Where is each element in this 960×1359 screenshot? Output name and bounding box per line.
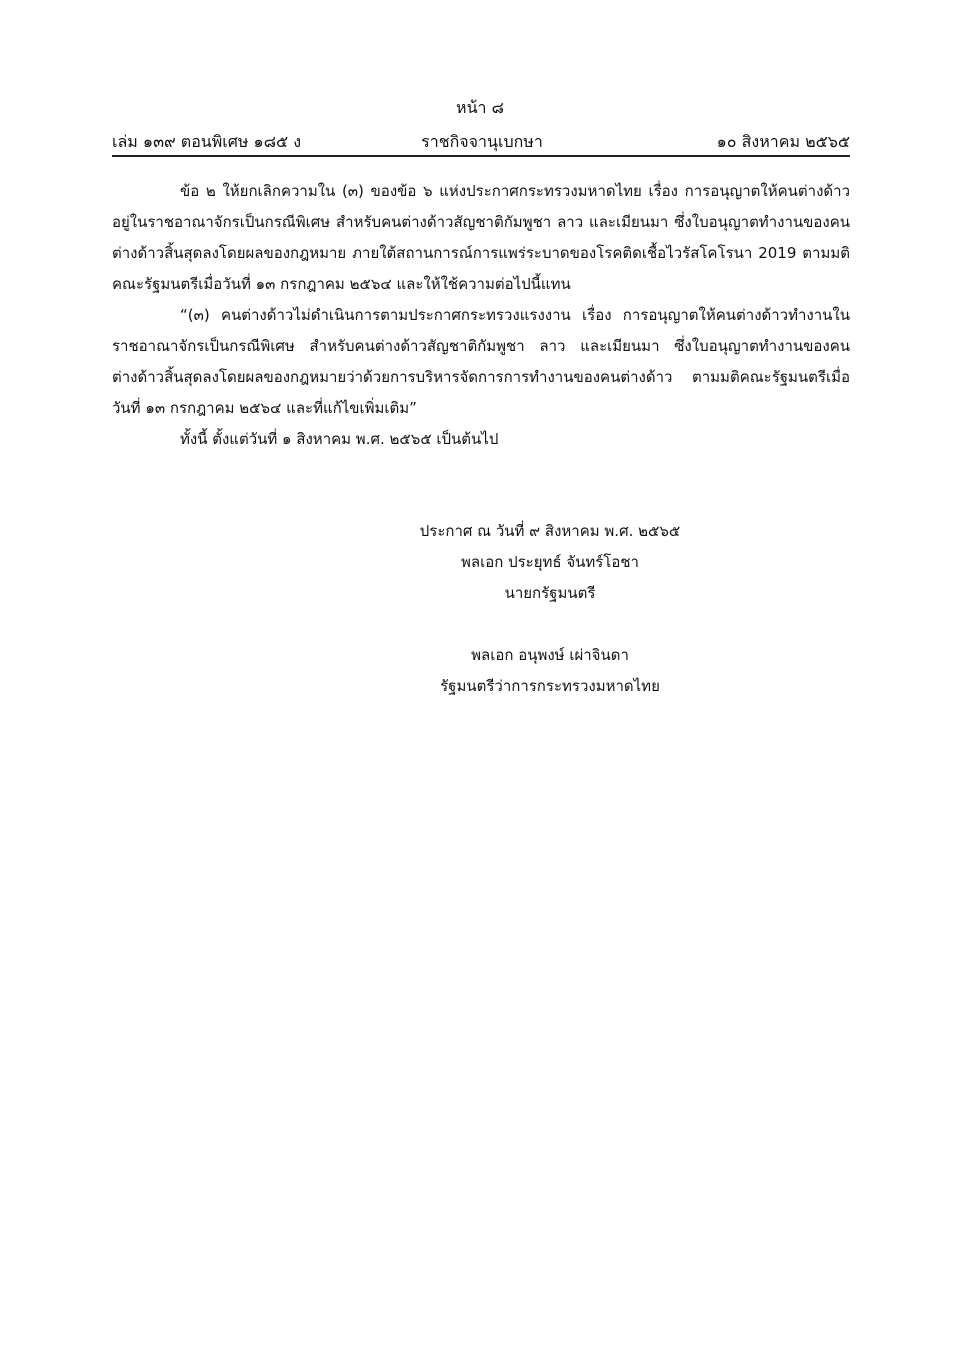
document-body (112, 176, 850, 455)
signer-1-title: นายกรัฐมนตรี (504, 584, 596, 602)
amended-text-paragraph: “(๓) คนต่างด้าวไม่ดำเนินการตามประกาศกระทรวงแรงงาน เรื่อง การอนุญาตให้คนต่างด้าวทำงานในราชอาณาจักรเป็นกรณีพิเศษ สำหรับคนต่างด้าวสัญชาติกัมพูชา ลาว และเมียนมา ซึ่งใบอนุญาตทำงานของคนต่างด้าวสิ้นสุดลงโดยผลของกฎหมายว่าด้วยการบริหารจัดการการทำงานของคนต่างด้าว ตามมติคณะรัฐมนตรีเมื่อวันที่ ๑๓ กรกฎาคม ๒๕๖๔ และที่แก้ไขเพิ่มเติม” (112, 306, 850, 417)
announcement-date: ประกาศ ณ วันที่ ๙ สิงหาคม พ.ศ. ๒๕๖๕ (419, 522, 681, 540)
publication-date: ๑๐ สิงหาคม ๒๕๖๕ (716, 132, 850, 151)
effective-date-paragraph: ทั้งนี้ ตั้งแต่วันที่ ๑ สิงหาคม พ.ศ. ๒๕๖๕ เป็นต้นไป (180, 430, 499, 448)
signature-spacer (360, 609, 740, 640)
header-divider (112, 155, 850, 157)
gazette-header (112, 130, 850, 154)
clause-2-paragraph: ข้อ ๒ ให้ยกเลิกความใน (๓) ของข้อ ๖ แห่งประกาศกระทรวงมหาดไทย เรื่อง การอนุญาตให้คนต่างด้าวอยู่ในราชอาณาจักรเป็นกรณีพิเศษ สำหรับคนต่างด้าวสัญชาติกัมพูชา ลาว และเมียนมา ซึ่งใบอนุญาตทำงานของคนต่างด้าวสิ้นสุดลงโดยผลของกฎหมาย ภายใต้สถานการณ์การแพร่ระบาดของโรคติดเชื้อไวรัสโคโรนา 2019 ตามมติคณะรัฐมนตรีเมื่อวันที่ ๑๓ กรกฎาคม ๒๕๖๔ และให้ใช้ความต่อไปนี้แทน (112, 182, 850, 293)
gazette-name: ราชกิจจานุเบกษา (421, 132, 543, 151)
page-number: หน้า ๘ (456, 98, 504, 117)
signer-2-name: พลเอก อนุพงษ์ เผ่าจินดา (471, 646, 629, 664)
signer-2-title: รัฐมนตรีว่าการกระทรวงมหาดไทย (440, 677, 660, 695)
signer-1-name: พลเอก ประยุทธ์ จันทร์โอชา (461, 553, 639, 571)
volume-issue: เล่ม ๑๓๙ ตอนพิเศษ ๑๘๕ ง (112, 132, 302, 151)
signature-block (360, 516, 740, 702)
